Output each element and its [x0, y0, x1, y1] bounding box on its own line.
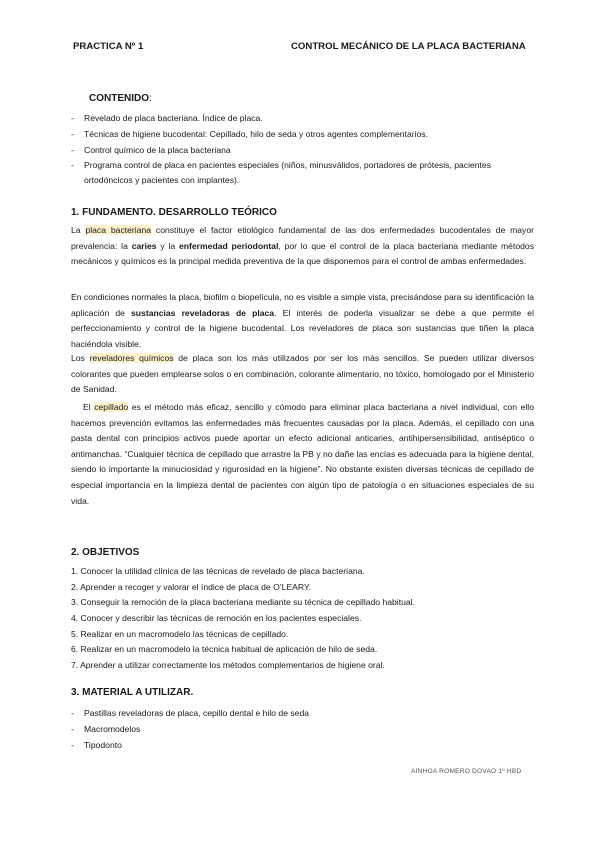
highlight-placa-bacteriana: placa bacteriana: [85, 225, 152, 235]
list-item: - Programa control de placa en pacientes especiales (niños, minusválidos, portadores de prótesis, pacientes ortodóncicos y pacientes con implantes).: [71, 158, 541, 187]
list-item-text: Tipodonto: [84, 740, 122, 750]
list-item: - Técnicas de higiene bucodental: Cepillado, hilo de seda y otros agentes complementarios.: [71, 127, 541, 142]
header-title: CONTROL MECÁNICO DE LA PLACA BACTERIANA: [291, 41, 526, 52]
list-item: - Pastillas reveladoras de placa, cepillo dental e hilo de seda: [71, 706, 541, 721]
contenido-heading-text: CONTENIDO: [89, 93, 149, 104]
paragraph-reveladores: En condiciones normales la placa, biofilm o biopelícula, no es visible a simple vista, precisándose para su identificación la aplicación de sustancias reveladoras de placa. El interés de poderla visualizar se debe a que permite el perfeccionamiento y control de la higiene bucodental. Los reveladores de placa son sustancias que tiñen la placa haciéndola visible.: [71, 292, 534, 349]
list-item: - Revelado de placa bacteriana. Índice de placa.: [71, 111, 541, 126]
highlight-reveladores-quimicos: reveladores químicos: [89, 353, 174, 363]
objective-item: 3. Conseguir la remoción de la placa bacteriana mediante su técnica de cepillado habitual.: [71, 597, 415, 607]
list-item-text: Programa control de placa en pacientes especiales (niños, minusválidos, portadores de prótesis, pacientes ortodóncicos y pacientes con implantes).: [84, 160, 491, 185]
objective-item: 6. Realizar en un macromodelo la técnica habitual de aplicación de hilo de seda.: [71, 644, 378, 654]
list-item: - Tipodonto: [71, 738, 541, 753]
footer-author: AINHOA ROMERO DOVAO 1º HBD: [411, 768, 522, 775]
paragraph-reveladores-quimicos: Los reveladores químicos de placa son los más utilizados por ser los más sencillos. Se pueden utilizar diversos colorantes que pueden emplearse solos o en combinación, colorante alimentario, no tóxico, homologado por el Ministerio de Sanidad.: [71, 353, 535, 395]
paragraph-placa: La placa bacteriana constituye el factor etiológico fundamental de las dos enfermedades bucodentales de mayor prevalencia: la caries y la enfermedad periodontal, por lo que el control de la placa bacteriana mediante métodos mecánicos y químicos es la principal medida preventiva de la que disponemos para el control de ambas enfermedades.: [71, 225, 534, 267]
section-title-material: 3. MATERIAL A UTILIZAR.: [71, 687, 194, 698]
term-caries: caries: [131, 240, 157, 251]
list-item-text: Macromodelos: [84, 724, 141, 734]
list-item: - Control químico de la placa bacteriana: [71, 143, 541, 158]
header-practice-number: PRACTICA Nº 1: [73, 41, 144, 52]
list-item-text: Técnicas de higiene bucodental: Cepillado, hilo de seda y otros agentes complementarios.: [84, 129, 428, 139]
contenido-heading-colon: :: [149, 93, 152, 104]
section-title-objetivos: 2. OBJETIVOS: [71, 547, 140, 558]
section-title-fundamento: 1. FUNDAMENTO. DESARROLLO TEÓRICO: [71, 207, 277, 218]
objective-item: 2. Aprender a recoger y valorar el índice de placa de O’LEARY.: [71, 582, 311, 592]
list-item-text: Revelado de placa bacteriana. Índice de placa.: [84, 113, 263, 123]
list-item-text: Control químico de la placa bacteriana: [84, 145, 231, 155]
objective-item: 4. Conocer y describir las técnicas de remoción en los pacientes especiales.: [71, 613, 362, 623]
list-item: - Macromodelos: [71, 722, 541, 737]
highlight-cepillado: cepillado: [94, 402, 129, 412]
paragraph-cepillado: El cepillado es el método más eficaz, sencillo y cómodo para eliminar placa bacteriana a nivel individual, con ello hacemos prevención evitamos las enfermedades más frecuentes causadas por la placa. Además, el cepillado con una pasta dental con principios activos puede aportar un efecto adicional anticaries, antihipersensibilidad, antiséptico o antimanchas. “Cualquier técnica de cepillado que arrastre la PB y no dañe las encías es adecuada para la higiene dental, siendo lo importante la minuciosidad y rigurosidad en la higiene”. No obstante existen diversas técnicas de cepillado de especial importancia en la limpieza dental de pacientes con algún tipo de patología o en situaciones especiales de su vida.: [71, 402, 534, 506]
list-item-text: Pastillas reveladoras de placa, cepillo dental e hilo de seda: [84, 708, 310, 718]
contenido-heading: [89, 93, 152, 104]
objective-item: 5. Realizar en un macromodelo las técnicas de cepillado.: [71, 629, 289, 639]
objective-item: 1. Conocer la utilidad clínica de las técnicas de revelado de placa bacteriana.: [71, 566, 365, 576]
term-enfermedad-periodontal: enfermedad periodontal: [179, 240, 279, 251]
objective-item: 7. Aprender a utilizar correctamente los métodos complementarios de higiene oral.: [71, 660, 385, 670]
term-sustancias-reveladoras: sustancias reveladoras de placa: [131, 307, 275, 318]
